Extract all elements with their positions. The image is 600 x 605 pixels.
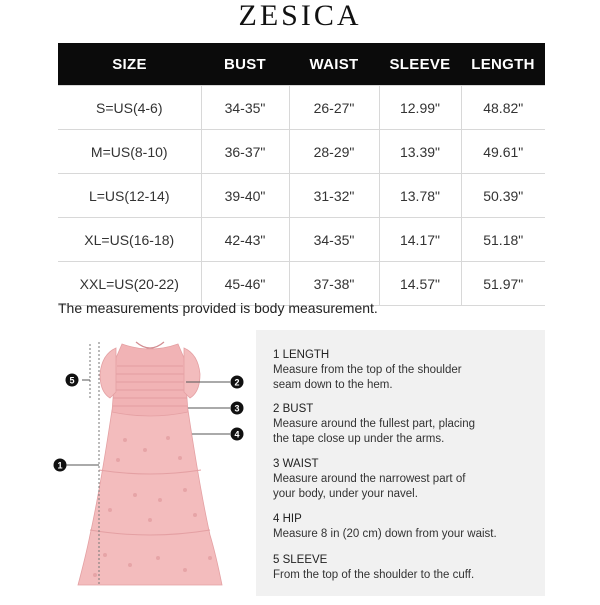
guide-item-hip xyxy=(273,512,535,542)
table-cell: 31-32" xyxy=(289,174,379,218)
guide-item-title: 4 HIP xyxy=(273,513,302,525)
dress-illustration xyxy=(78,342,222,585)
svg-text:1: 1 xyxy=(57,460,63,471)
column-header-bust: BUST xyxy=(201,43,289,86)
column-header-waist: WAIST xyxy=(289,43,379,86)
table-cell: 51.18" xyxy=(461,218,545,262)
table-cell: 28-29" xyxy=(289,130,379,174)
svg-text:2: 2 xyxy=(234,377,240,388)
table-cell: L=US(12-14) xyxy=(58,174,201,218)
guide-item-bust xyxy=(273,402,535,447)
measurement-guide-panel xyxy=(256,330,545,596)
table-row xyxy=(58,218,545,262)
table-row xyxy=(58,86,545,130)
guide-item-title: 3 WAIST xyxy=(273,458,319,470)
guide-item-text: Measure around the narrowest part of xyxy=(273,473,466,485)
table-cell: XXL=US(20-22) xyxy=(58,262,201,306)
table-cell: 37-38" xyxy=(289,262,379,306)
table-cell: 42-43" xyxy=(201,218,289,262)
size-chart-table xyxy=(58,43,545,306)
guide-item-title: 5 SLEEVE xyxy=(273,554,328,566)
brand-logo: ZESICA xyxy=(238,0,362,32)
column-header-size: SIZE xyxy=(58,43,201,86)
svg-text:3: 3 xyxy=(234,403,240,414)
marker-4 xyxy=(231,428,244,441)
table-cell: S=US(4-6) xyxy=(58,86,201,130)
table-cell: 14.17" xyxy=(379,218,461,262)
guide-item-text: Measure from the top of the shoulder xyxy=(273,364,462,376)
guide-item-text: your body, under your navel. xyxy=(273,488,418,500)
marker-1 xyxy=(54,459,67,472)
table-cell: M=US(8-10) xyxy=(58,130,201,174)
marker-2 xyxy=(231,376,244,389)
guide-item-sleeve xyxy=(273,553,535,583)
table-cell: 50.39" xyxy=(461,174,545,218)
table-cell: 36-37" xyxy=(201,130,289,174)
guide-item-title: 1 LENGTH xyxy=(273,349,330,361)
dress-measurement-figure xyxy=(50,330,250,600)
guide-item-waist xyxy=(273,457,535,502)
table-cell: XL=US(16-18) xyxy=(58,218,201,262)
table-cell: 34-35" xyxy=(201,86,289,130)
table-cell: 14.57" xyxy=(379,262,461,306)
table-cell: 49.61" xyxy=(461,130,545,174)
svg-text:4: 4 xyxy=(234,429,240,440)
table-header-row xyxy=(58,43,545,86)
guide-item-text: Measure around the fullest part, placing xyxy=(273,418,476,430)
table-cell: 12.99" xyxy=(379,86,461,130)
table-cell: 13.78" xyxy=(379,174,461,218)
column-header-sleeve: SLEEVE xyxy=(379,43,461,86)
table-cell: 48.82" xyxy=(461,86,545,130)
table-cell: 13.39" xyxy=(379,130,461,174)
table-row xyxy=(58,130,545,174)
guide-item-text: seam down to the hem. xyxy=(273,379,393,391)
guide-item-text: Measure 8 in (20 cm) down from your waist. xyxy=(273,528,497,540)
column-header-length: LENGTH xyxy=(461,43,545,86)
table-cell: 39-40" xyxy=(201,174,289,218)
marker-5 xyxy=(66,374,79,387)
table-cell: 26-27" xyxy=(289,86,379,130)
guide-item-length xyxy=(273,348,535,393)
svg-text:5: 5 xyxy=(69,375,75,386)
table-cell: 34-35" xyxy=(289,218,379,262)
guide-item-title: 2 BUST xyxy=(273,403,314,415)
table-row xyxy=(58,174,545,218)
table-row xyxy=(58,262,545,306)
table-cell: 45-46" xyxy=(201,262,289,306)
guide-item-text: the tape close up under the arms. xyxy=(273,433,445,445)
table-cell: 51.97" xyxy=(461,262,545,306)
guide-item-text: From the top of the shoulder to the cuff. xyxy=(273,569,475,581)
measurement-note: The measurements provided is body measurement. xyxy=(58,300,378,316)
marker-3 xyxy=(231,402,244,415)
